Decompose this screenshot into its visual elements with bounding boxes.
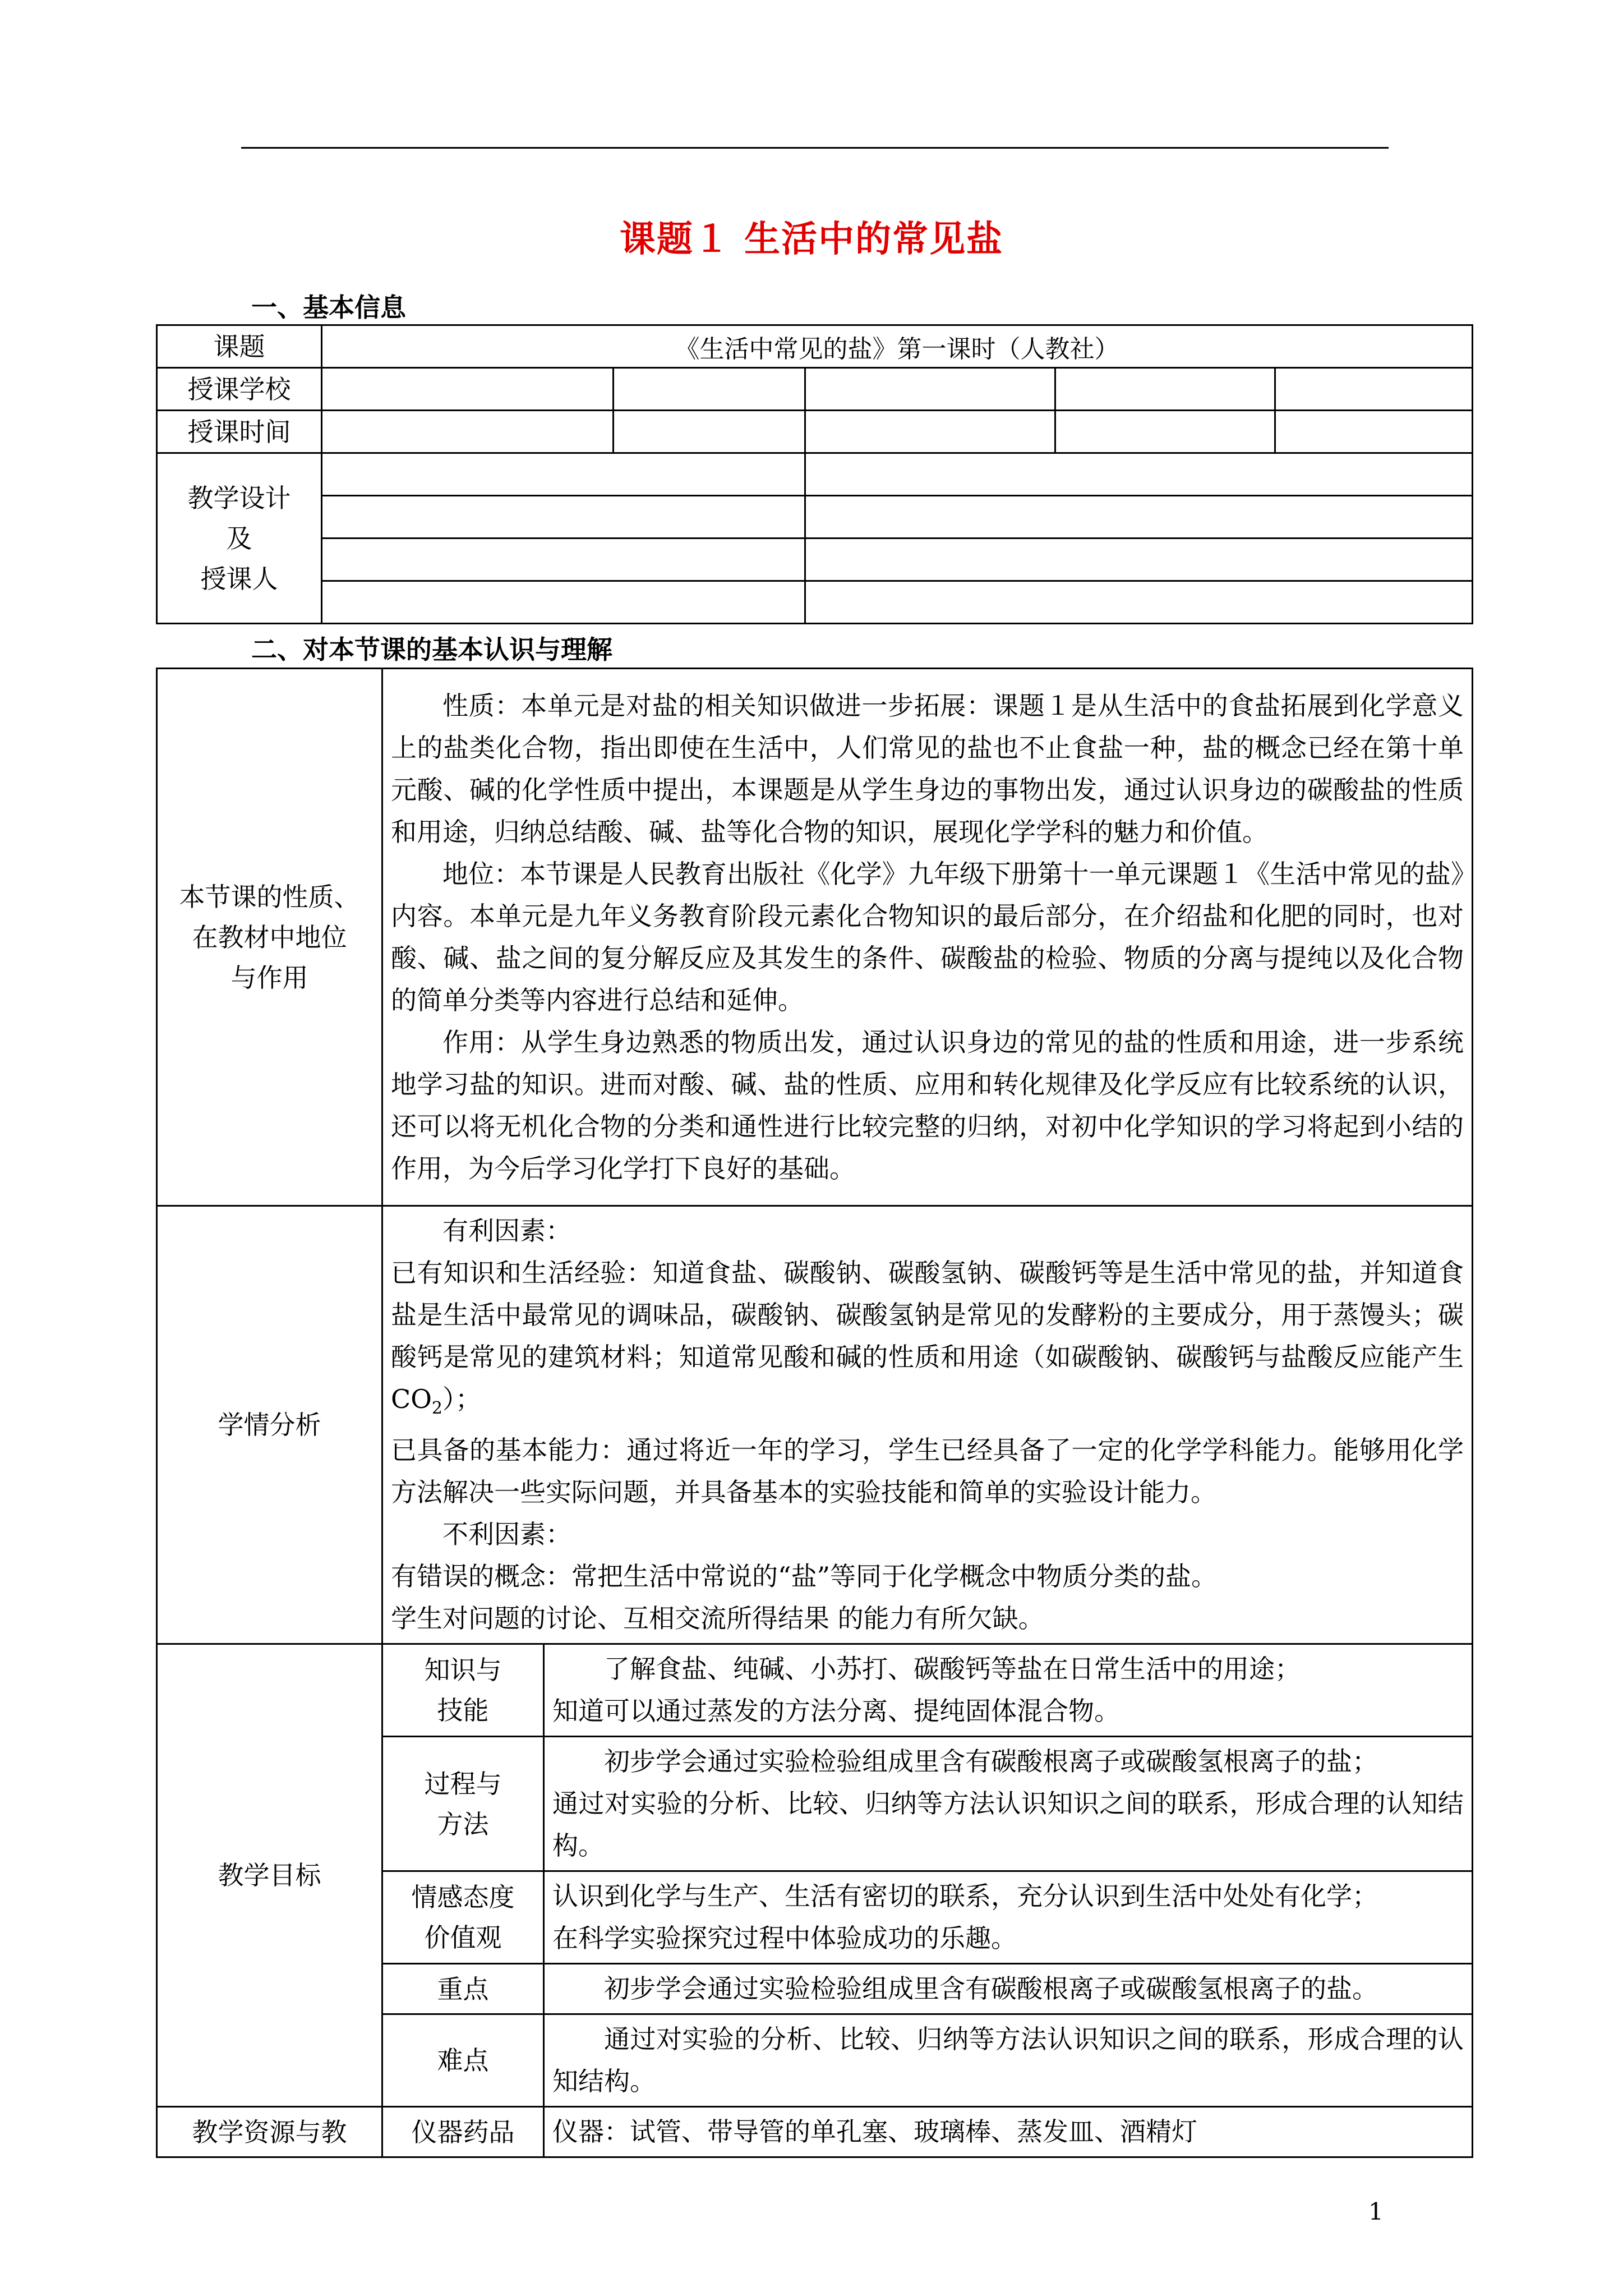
goal-key-line2: 价值观	[424, 1922, 502, 1953]
time-cell-5	[1275, 411, 1473, 453]
header-rule	[241, 147, 1389, 149]
section1-heading: 一、基本信息	[251, 292, 406, 323]
designer-cell	[805, 581, 1473, 624]
resources-label: 教学资源与教	[157, 2107, 382, 2157]
goal-value-difficulty	[544, 2014, 1473, 2107]
ability-text: 已具备的基本能力：通过将近一年的学习，学生已经具备了一定的化学学科能力。能够用化学方法解决一些实际问题，并具备基本的实验技能和简单的实验设计能力。	[391, 1435, 1464, 1508]
nature-label	[157, 669, 382, 1206]
goals-label: 教学目标	[157, 1644, 382, 2107]
analysis-label: 学情分析	[157, 1206, 382, 1644]
school-cell-4	[1055, 368, 1275, 411]
time-cell-2	[614, 411, 805, 453]
section2-heading: 二、对本节课的基本认识与理解	[251, 634, 612, 665]
topic-value: 《生活中常见的盐》第一课时（人教社）	[322, 325, 1473, 368]
label-designer-line3: 授课人	[200, 563, 278, 594]
goal-line: 通过对实验的分析、比较、归纳等方法认识知识之间的联系，形成合理的认知结构。	[552, 2024, 1464, 2097]
knowledge-text	[391, 1252, 1464, 1429]
designer-cell	[322, 539, 805, 581]
goal-value-attitude	[544, 1871, 1473, 1964]
goal-key-line2: 技能	[437, 1695, 489, 1726]
resources-text: 仪器：试管、带导管的单孔塞、玻璃棒、蒸发皿、酒精灯	[552, 2116, 1197, 2147]
designer-cell	[805, 496, 1473, 539]
unfavorable-heading: 不利因素：	[442, 1519, 571, 1550]
designer-cell	[805, 539, 1473, 581]
understanding-table	[156, 668, 1473, 2158]
goal-value-process	[544, 1737, 1473, 1871]
nature-paragraph: 性质：本单元是对盐的相关知识做进一步拓展：课题１是从生活中的食盐拓展到化学意义上的盐类化合物，指出即使在生活中，人们常见的盐也不止食盐一种，盐的概念已经在第十单元酸、碱的化学性质中提出，本课题是从学生身边的事物出发，通过认识身边的碳酸盐的性质和用途，归纳总结酸、碱、盐等化合物的知识，展现化学学科的魅力和价值。	[391, 690, 1464, 847]
label-designer	[157, 453, 322, 624]
goal-line: 初步学会通过实验检验组成里含有碳酸根离子或碳酸氢根离子的盐。	[604, 1973, 1378, 2004]
goal-key-focus: 重点	[382, 1964, 544, 2014]
goal-value-focus	[544, 1964, 1473, 2014]
label-designer-line2: 及	[226, 523, 252, 554]
label-school: 授课学校	[157, 368, 322, 411]
resources-sub-label: 仪器药品	[382, 2107, 544, 2157]
goal-key-line1: 情感态度	[411, 1882, 515, 1913]
nature-label-line1: 本节课的性质、	[179, 881, 360, 912]
designer-cell	[805, 453, 1473, 496]
position-paragraph: 地位：本节课是人民教育出版社《化学》九年级下册第十一单元课题１《生活中常见的盐》内容。本单元是九年义务教育阶段元素化合物知识的最后部分，在介绍盐和化肥的同时，也对酸、碱、盐之间的复分解反应及其发生的条件、碳酸盐的检验、物质的分离与提纯以及化合物的简单分类等内容进行总结和延伸。	[391, 858, 1464, 1015]
label-time: 授课时间	[157, 411, 322, 453]
basic-info-table	[156, 324, 1473, 624]
page-number: 1	[1368, 2198, 1384, 2225]
nature-label-line3: 与作用	[230, 962, 308, 993]
goal-line: 了解食盐、纯碱、小苏打、碳酸钙等盐在日常生活中的用途；	[604, 1654, 1301, 1685]
misconception-text: 有错误的概念：常把生活中常说的“盐”等同于化学概念中物质分类的盐。	[391, 1561, 1218, 1592]
weakness-text: 学生对问题的讨论、互相交流所得结果 的能力有所欠缺。	[391, 1603, 1044, 1634]
time-cell-1	[322, 411, 614, 453]
school-cell-5	[1275, 368, 1473, 411]
nature-label-line2: 在教材中地位	[192, 922, 347, 953]
designer-cell	[322, 453, 805, 496]
goal-line: 在科学实验探究过程中体验成功的乐趣。	[552, 1923, 1017, 1954]
goal-key-line2: 方法	[437, 1809, 489, 1839]
role-paragraph: 作用：从学生身边熟悉的物质出发，通过认识身边的常见的盐的性质和用途，进一步系统地学习盐的知识。进而对酸、碱、盐的性质、应用和转化规律及化学反应有比较系统的认识，还可以将无机化合物的分类和通性进行比较完整的归纳，对初中化学知识的学习将起到小结的作用，为今后学习化学打下良好的基础。	[391, 1027, 1464, 1184]
designer-cell	[322, 496, 805, 539]
analysis-content	[382, 1206, 1473, 1644]
goal-key-process	[382, 1737, 544, 1871]
goal-line: 通过对实验的分析、比较、归纳等方法认识知识之间的联系，形成合理的认知结构。	[552, 1788, 1464, 1861]
goal-value-knowledge	[544, 1644, 1473, 1737]
knowledge-tail: ）；	[442, 1384, 482, 1414]
goal-key-line1: 过程与	[424, 1768, 502, 1799]
nature-content	[382, 669, 1473, 1206]
goal-key-line1: 知识与	[424, 1655, 502, 1686]
document-title: 课题１ 生活中的常见盐	[619, 218, 1004, 260]
resources-value	[544, 2107, 1473, 2157]
time-cell-4	[1055, 411, 1275, 453]
goal-line: 认识到化学与生产、生活有密切的联系，充分认识到生活中处处有化学；	[552, 1881, 1378, 1912]
time-cell-3	[805, 411, 1055, 453]
goal-key-attitude	[382, 1871, 544, 1964]
goal-key-knowledge	[382, 1644, 544, 1737]
label-topic: 课题	[157, 325, 322, 368]
goal-key-difficulty: 难点	[382, 2014, 544, 2107]
goal-line: 知道可以通过蒸发的方法分离、提纯固体混合物。	[552, 1696, 1120, 1727]
school-cell-3	[805, 368, 1055, 411]
school-cell-2	[614, 368, 805, 411]
label-designer-line1: 教学设计	[187, 482, 291, 513]
designer-cell	[322, 581, 805, 624]
co2-subscript: 2	[431, 1398, 443, 1419]
knowledge-main: 已有知识和生活经验：知道食盐、碳酸钠、碳酸氢钠、碳酸钙等是生活中常见的盐，并知道食盐是生活中最常见的调味品，碳酸钠、碳酸氢钠是常见的发酵粉的主要成分，用于蒸馒头；碳酸钙是常见的建筑材料；知道常见酸和碱的性质和用途（如碳酸钠、碳酸钙与盐酸反应能产生	[391, 1258, 1464, 1372]
favorable-heading: 有利因素：	[442, 1216, 571, 1246]
school-cell-1	[322, 368, 614, 411]
co2-formula: CO	[391, 1384, 432, 1414]
goal-line: 初步学会通过实验检验组成里含有碳酸根离子或碳酸氢根离子的盐；	[604, 1746, 1378, 1777]
